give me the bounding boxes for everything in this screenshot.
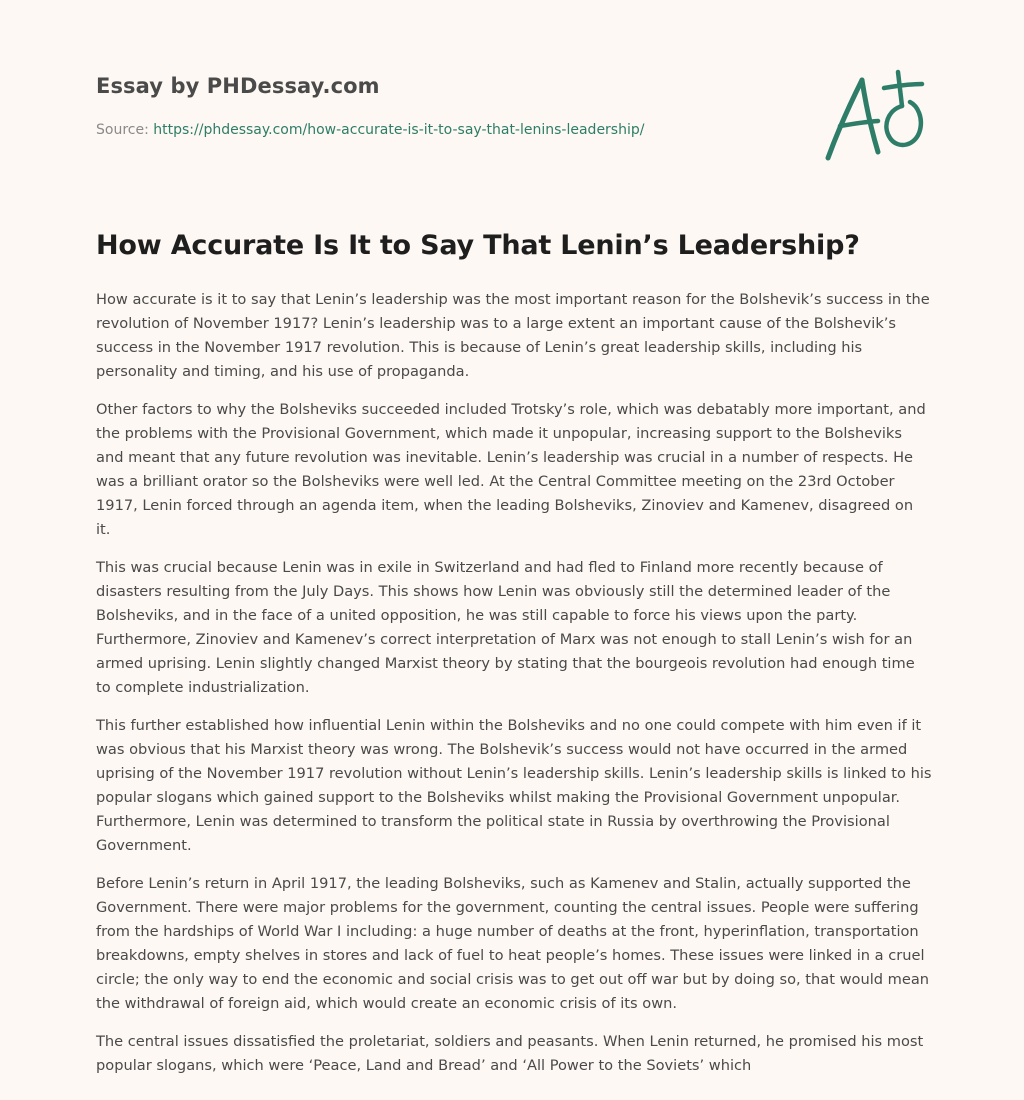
essay-title: How Accurate Is It to Say That Lenin’s Leadership? [96, 230, 860, 261]
source-line [96, 122, 696, 138]
essay-paragraph: This further established how influential Lenin within the Bolsheviks and no one could compete with him even if it was obvious that his Marxist theory was wrong. The Bolshevik’s success would not have occurred in the armed uprising of the November 1917 revolution without Lenin’s leadership skills. Lenin’s leadership skills is linked to his popular slogans which gained support to the Bolsheviks whilst making the Provisional Government unpopular. Furthermore, Lenin was determined to transform the political state in Russia by overthrowing the Provisional Government. [96, 717, 932, 854]
source-link[interactable]: https://phdessay.com/how-accurate-is-it-to-say-that-lenins-leadership/ [153, 122, 645, 138]
source-label: Source: [96, 122, 154, 138]
essay-paragraph: How accurate is it to say that Lenin’s leadership was the most important reason for the Bolshevik’s success in the revolution of November 1917? Lenin’s leadership was to a large extent an important cause of the Bolshevik’s success in the November 1917 revolution. This is because of Lenin’s great leadership skills, including his personality and timing, and his use of propaganda. [96, 291, 930, 380]
essay-paragraph: The central issues dissatisfied the proletariat, soldiers and peasants. When Lenin returned, he promised his most popular slogans, which were ‘Peace, Land and Bread’ and ‘All Power to the Soviets’ which [96, 1033, 924, 1074]
essay-paragraph: Before Lenin’s return in April 1917, the leading Bolsheviks, such as Kamenev and Stalin, actually supported the Government. There were major problems for the government, counting the central issues. People were suffering from the hardships of World War I including: a huge number of deaths at the front, hyperinflation, transportation breakdowns, empty shelves in stores and lack of fuel to heat people’s homes. These issues were linked in a cruel circle; the only way to end the economic and social crisis was to get out off war but by doing so, that would mean the withdrawal of foreign aid, which would create an economic crisis of its own. [96, 875, 930, 1012]
a-plus-logo-icon [818, 66, 930, 166]
essay-paragraph: Other factors to why the Bolsheviks succeeded included Trotsky’s role, which was debatably more important, and the problems with the Provisional Government, which made it unpopular, increasing support to the Bolsheviks and meant that any future revolution was inevitable. Lenin’s leadership was crucial in a number of respects. He was a brilliant orator so the Bolsheviks were well led. At the Central Committee meeting on the 23rd October 1917, Lenin forced through an agenda item, when the leading Bolsheviks, Zinoviev and Kamenev, disagreed on it. [96, 401, 926, 538]
site-header [96, 74, 696, 138]
site-brand: Essay by PHDessay.com [96, 74, 380, 98]
essay-paragraph: This was crucial because Lenin was in exile in Switzerland and had fled to Finland more recently because of disasters resulting from the July Days. This shows how Lenin was obviously still the determined leader of the Bolsheviks, and in the face of a united opposition, he was still capable to force his views upon the party. Furthermore, Zinoviev and Kamenev’s correct interpretation of Marx was not enough to stall Lenin’s wish for an armed uprising. Lenin slightly changed Marxist theory by stating that the bourgeois revolution had enough time to complete industrialization. [96, 559, 915, 696]
essay-article [96, 228, 932, 1092]
